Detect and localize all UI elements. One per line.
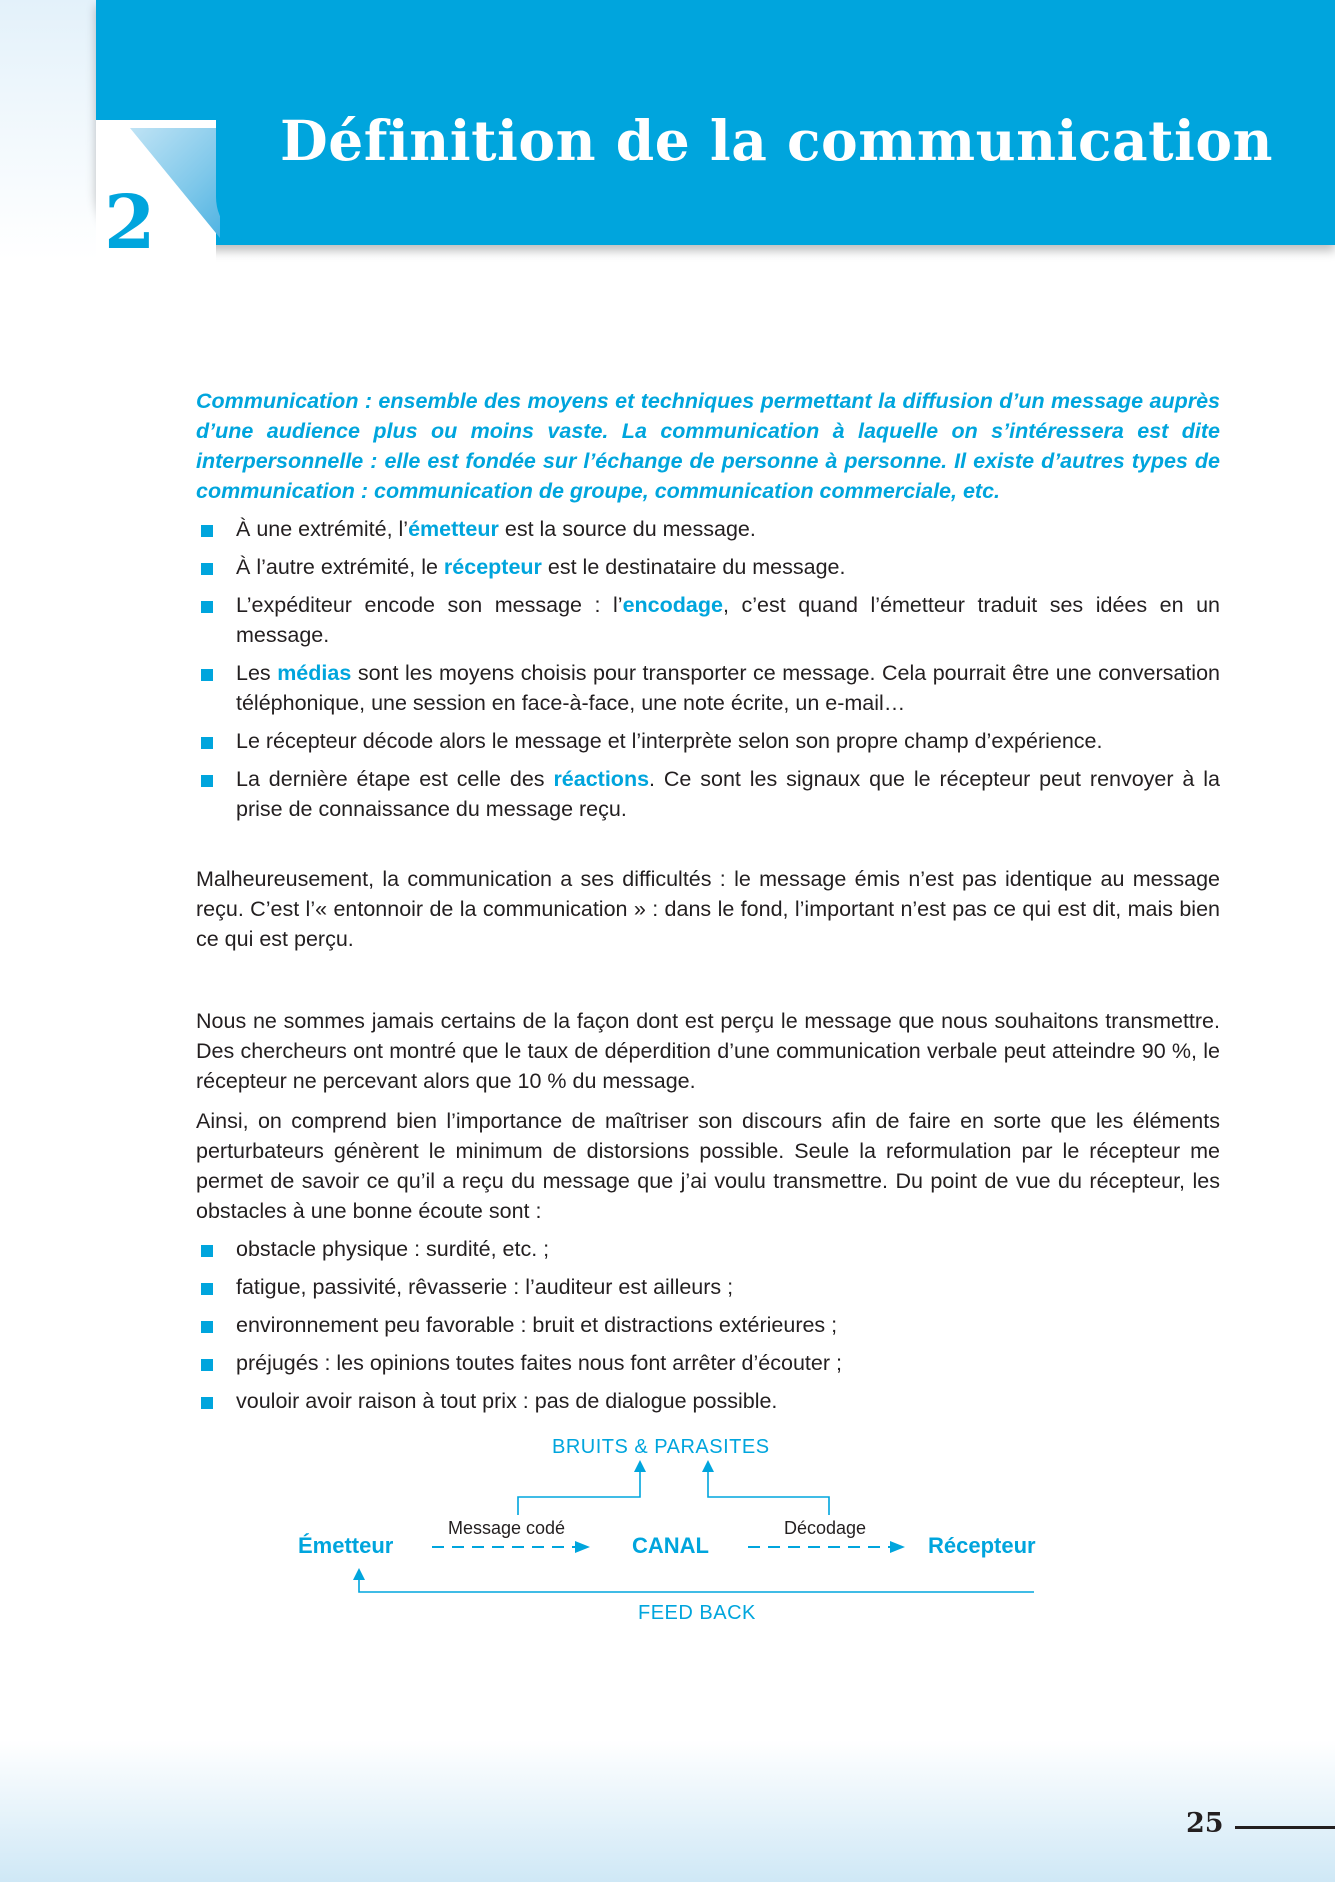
keyword: récepteur xyxy=(443,555,542,579)
bullet-square-icon xyxy=(201,1245,213,1257)
decoding-label: Décodage xyxy=(784,1518,867,1538)
list-item: Le récepteur décode alors le message et l’interprète selon son propre champ d’expérience. xyxy=(196,726,1220,756)
arrowhead-up-icon xyxy=(353,1568,365,1580)
bottom-background xyxy=(0,1740,1335,1882)
list-item: Les médias sont les moyens choisis pour transporter ce message. Cela pourrait être une conversation téléphonique, une session en face-à-face, une note écrite, un e-mail… xyxy=(196,658,1220,718)
bullet-square-icon xyxy=(201,525,213,537)
noise-label: BRUITS & PARASITES xyxy=(552,1436,770,1458)
arrowhead-up-icon xyxy=(634,1460,646,1472)
receiver-label: Récepteur xyxy=(928,1533,1036,1558)
list-item: environnement peu favorable : bruit et distractions extérieures ; xyxy=(196,1310,1220,1340)
bullet-square-icon xyxy=(201,775,213,787)
process-list xyxy=(196,514,1220,824)
discourse-paragraph: Ainsi, on comprend bien l’importance de maîtriser son discours afin de faire en sorte que les éléments perturbateurs génèrent le minimum de distorsions possible. Seule la reformulation par le récepteur me permet de savoir ce qu’il a reçu du message que j’ai voulu transmettre. Du point de vue du récepteur, les obstacles à une bonne écoute sont : xyxy=(196,1109,1220,1223)
list-item: À une extrémité, l’émetteur est la source du message. xyxy=(196,514,1220,544)
bullet-square-icon xyxy=(201,669,213,681)
list-item: L’expéditeur encode son message : l’encodage, c’est quand l’émetteur traduit ses idées en un message. xyxy=(196,590,1220,650)
page-number-rule xyxy=(1235,1826,1335,1829)
list-item: La dernière étape est celle des réactions. Ce sont les signaux que le récepteur peut renvoyer à la prise de connaissance du message reçu. xyxy=(196,764,1220,824)
bullet-square-icon xyxy=(201,1283,213,1295)
encoded-message-label: Message codé xyxy=(448,1518,566,1538)
page-number: 25 xyxy=(1186,1808,1224,1839)
main-content xyxy=(196,386,1220,1424)
chapter-number: 2 xyxy=(104,180,156,266)
bullet-square-icon xyxy=(201,1359,213,1371)
list-item: obstacle physique : surdité, etc. ; xyxy=(196,1234,1220,1264)
noise-arrow-right xyxy=(708,1470,829,1515)
difficulties-paragraph: Malheureusement, la communication a ses difficultés : le message émis n’est pas identique au message reçu. C’est l’« entonnoir de la communication » : dans le fond, l’important n’est pas ce qui est dit, mais bien ce qui est perçu. xyxy=(196,867,1220,951)
list-item: vouloir avoir raison à tout prix : pas de dialogue possible. xyxy=(196,1386,1220,1416)
bullet-square-icon xyxy=(201,563,213,575)
channel-label: CANAL xyxy=(632,1533,709,1558)
arrowhead-right-icon xyxy=(890,1541,905,1553)
arrowhead-up-icon xyxy=(702,1460,714,1472)
list-item: préjugés : les opinions toutes faites nous font arrêter d’écouter ; xyxy=(196,1348,1220,1378)
keyword: médias xyxy=(277,661,352,685)
bullet-square-icon xyxy=(201,601,213,613)
list-item: À l’autre extrémité, le récepteur est le destinataire du message. xyxy=(196,552,1220,582)
sender-label: Émetteur xyxy=(298,1533,394,1558)
keyword: émetteur xyxy=(408,517,499,541)
keyword: réactions xyxy=(553,767,650,791)
arrowhead-right-icon xyxy=(575,1541,590,1553)
bullet-square-icon xyxy=(201,1397,213,1409)
list-item: fatigue, passivité, rêvasserie : l’auditeur est ailleurs ; xyxy=(196,1272,1220,1302)
obstacles-list xyxy=(196,1234,1220,1416)
communication-diagram xyxy=(290,1432,1070,1632)
keyword: encodage xyxy=(622,593,723,617)
noise-arrow-left xyxy=(518,1470,640,1515)
perception-paragraph: Nous ne sommes jamais certains de la façon dont est perçu le message que nous souhaitons transmettre. Des chercheurs ont montré que le taux de déperdition d’une communication verbale peut atteindre 90 %, le récepteur ne percevant alors que 10 % du message. xyxy=(196,1009,1220,1093)
definition-paragraph: Communication : ensemble des moyens et techniques permettant la diffusion d’un message auprès d’une audience plus ou moins vaste. La communication à laquelle on s’intéressera est dite interpersonnelle : elle est fondée sur l’échange de personne à personne. Il existe d’autres types de communication : communication de groupe, communication commerciale, etc. xyxy=(196,389,1220,503)
bullet-square-icon xyxy=(201,737,213,749)
bullet-square-icon xyxy=(201,1321,213,1333)
chapter-title: Définition de la communication xyxy=(280,108,1274,173)
feedback-label: FEED BACK xyxy=(638,1602,756,1624)
feedback-line xyxy=(359,1577,1034,1592)
